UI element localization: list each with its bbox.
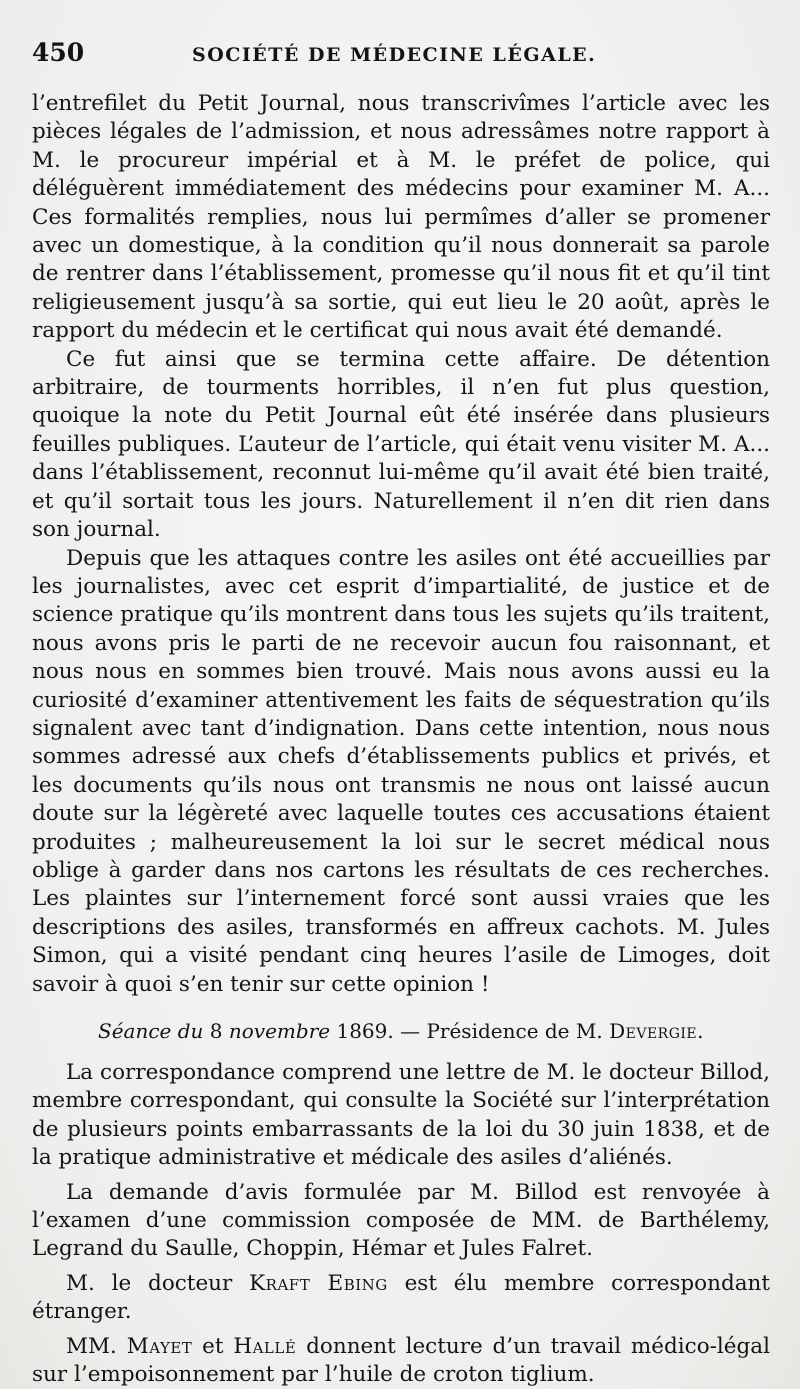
session-prefix: Séance du — [98, 1019, 204, 1043]
p6-name: Kraft Ebing — [249, 1270, 388, 1296]
session-presidence: Présidence de M. — [426, 1019, 603, 1043]
p7-after: donnent lecture d’un travail médico-légal sur l’empoisonnement par l’huile de croton tiglium. — [32, 1333, 770, 1388]
p6-after: est élu membre correspondant étranger. — [32, 1270, 771, 1325]
session-dash: — — [400, 1019, 421, 1043]
p6-before: M. le docteur — [66, 1270, 233, 1296]
p7-before: MM. — [66, 1333, 117, 1359]
session-day: 8 — [209, 1019, 223, 1043]
session-president: Devergie. — [609, 1019, 704, 1043]
paragraph-1: l’entrefilet du Petit Journal, nous transcrivîmes l’article avec les pièces légales de l’admission, et nous adressâmes notre rapport à M. le procureur impérial et à M. le préfet de police, qui déléguèrent immédiatement des médecins pour examiner M. A... Ces formalités remplies, nous lui permîmes d’aller se promener avec un domestique, à la condition qu’il nous donnerait sa parole de rentrer dans l’établissement, promesse qu’il nous fit et qu’il tint religieusement jusqu’à sa sortie, qui eut lieu le 20 août, après le rapport du médecin et le certificat qui nous avait été demandé. — [32, 91, 770, 344]
paragraph-3: Depuis que les attaques contre les asiles ont été accueillies par les journalistes, avec cet esprit d’impartialité, de justice et de science pratique qu’ils montrent dans tous les sujets qu’ils traitent, nous avons pris le parti de ne recevoir aucun fou raisonnant, et nous nous en sommes bien trouvé. Mais nous avons aussi eu la curiosité d’examiner attentivement les faits de séquestration qu’ils signalent avec tant d’indignation. Dans cette intention, nous nous sommes adressé aux chefs d’établissements publics et privés, et les documents qu’ils nous ont transmis ne nous ont laissé aucun doute sur la légèreté avec laquelle toutes ces accusations étaient produites ; malheureusement la loi sur le secret médical nous oblige à garder dans nos cartons les résultats de ces recherches. Les plaintes sur l’internement forcé sont aussi vraies que les descriptions des asiles, transformés en affreux cachots. M. Jules Simon, qui a visité pendant cinq heures l’asile de Limoges, doit savoir à quoi s’en tenir sur cette opinion ! — [32, 545, 770, 997]
running-head: SOCIÉTÉ DE MÉDECINE LÉGALE. — [192, 44, 597, 66]
session-heading — [32, 1017, 770, 1045]
paragraph-5: La demande d’avis formulée par M. Billod est renvoyée à l’examen d’une commission composée de MM. de Barthélemy, Legrand du Saulle, Choppin, Hémar et Jules Falret. — [32, 1179, 770, 1262]
paragraph-2: Ce fut ainsi que se termina cette affaire. De détention arbitraire, de tourments horribles, il n’en fut plus question, quoique la note du Petit Journal eût été insérée dans plusieurs feuilles publiques. L’auteur de l’article, qui était venu visiter M. A... dans l’établissement, reconnut lui-même qu’il avait été bien traité, et qu’il sortait tous les jours. Naturellement il n’en dit rien dans son journal. — [32, 346, 770, 543]
paragraph-4: La correspondance comprend une lettre de M. le docteur Billod, membre correspondant, qui consulte la Société sur l’interprétation de plusieurs points embarrassants de la loi du 30 juin 1838, et de la pratique administrative et médicale des asiles d’aliénés. — [32, 1060, 770, 1171]
session-month: novembre — [228, 1019, 331, 1043]
paragraph-6 — [32, 1270, 770, 1327]
page-header — [32, 38, 770, 78]
session-year: 1869. — [336, 1019, 394, 1043]
p7-name-2: Hallé — [233, 1333, 297, 1359]
paragraph-7 — [32, 1333, 770, 1389]
page-number: 450 — [32, 38, 85, 67]
p7-name-1: Mayet — [126, 1333, 193, 1359]
p7-mid: et — [202, 1333, 224, 1359]
